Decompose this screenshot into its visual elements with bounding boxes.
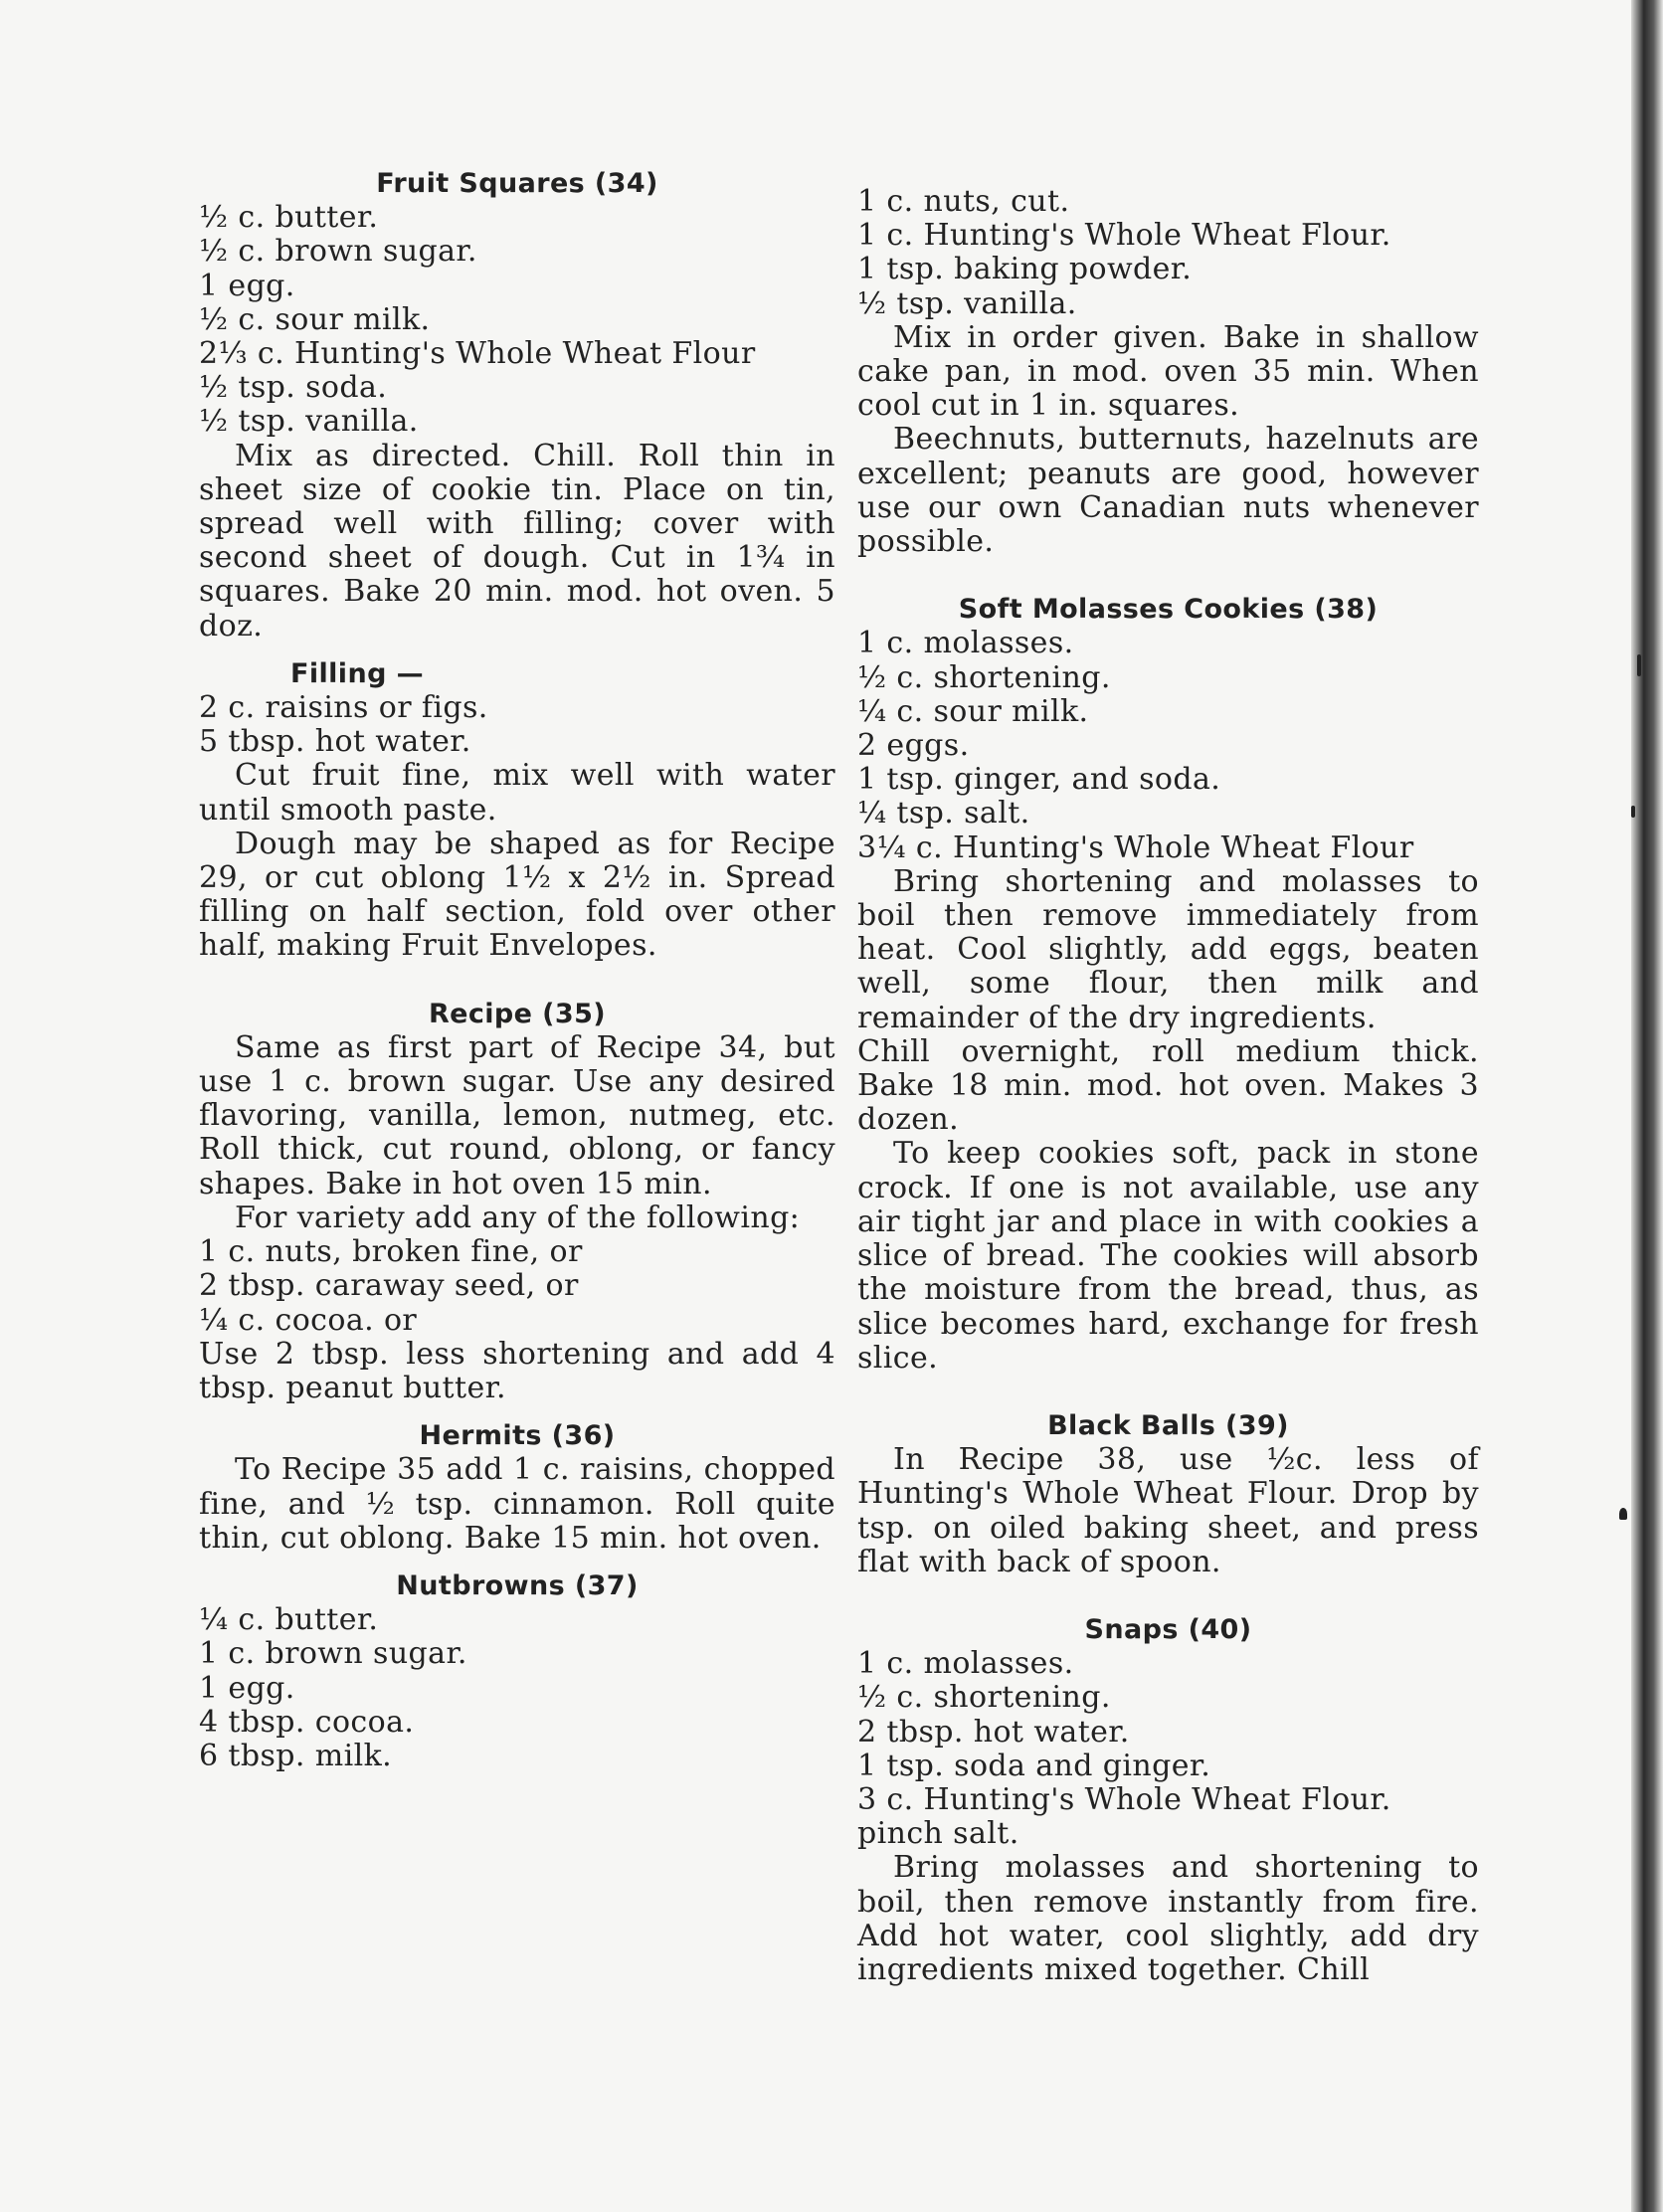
- recipe-directions: Bring shortening and molasses to boil then remove immediately from heat. Cool slightly, add eggs, beaten well, some flour, then milk and remainder of the dry ingredients.: [857, 863, 1479, 1035]
- ingredient: 1 c. Hunting's Whole Wheat Flour.: [857, 218, 1391, 254]
- recipe-directions: Bring molasses and shortening to boil, then remove instantly from fire. Add hot water, cool slightly, add dry ingredients mixed together. Chill: [857, 1850, 1479, 1987]
- recipe-note: Dough may be shaped as for Recipe 29, or cut oblong 1½ x 2½ in. Spread filling on half section, fold over other half, making Fruit Envelopes.: [199, 826, 835, 964]
- ingredient: 1 c. brown sugar.: [199, 1636, 467, 1672]
- ingredient: 3 c. Hunting's Whole Wheat Flour.: [857, 1781, 1391, 1817]
- ingredient: 4 tbsp. cocoa.: [199, 1704, 415, 1740]
- ingredient: 1 tsp. soda and ginger.: [857, 1748, 1211, 1783]
- ingredient: ½ c. butter.: [199, 200, 379, 236]
- variety-option: ¼ c. cocoa. or: [199, 1302, 418, 1338]
- ingredient: 2 c. raisins or figs.: [199, 690, 488, 726]
- ingredient: 2⅓ c. Hunting's Whole Wheat Flour: [199, 336, 756, 372]
- recipe-directions: In Recipe 38, use ½c. less of Hunting's Whole Wheat Flour. Drop by tsp. on oiled baking sheet, and press flat with back of spoon.: [857, 1442, 1479, 1579]
- print-speck: [1631, 806, 1635, 818]
- recipe-directions: Same as first part of Recipe 34, but use 1 c. brown sugar. Use any desired flavoring, vanilla, lemon, nutmeg, etc. Roll thick, cut round, oblong, or fancy shapes. Bake in hot oven 15 min.: [199, 1029, 835, 1201]
- ingredient: ½ tsp. vanilla.: [857, 285, 1077, 321]
- recipe-directions: To Recipe 35 add 1 c. raisins, chopped fine, and ½ tsp. cinnamon. Roll quite thin, cut oblong. Bake 15 min. hot oven.: [199, 1452, 835, 1556]
- ingredient: 5 tbsp. hot water.: [199, 724, 471, 760]
- left-column: [199, 167, 835, 1773]
- recipe-directions: Mix in order given. Bake in shallow cake pan, in mod. oven 35 min. When cool cut in 1 in. squares.: [857, 319, 1479, 424]
- ingredient: 1 c. molasses.: [857, 1646, 1074, 1682]
- ingredient: 1 egg.: [199, 1670, 295, 1706]
- recipe-directions: Mix as directed. Chill. Roll thin in sheet size of cookie tin. Place on tin, spread well with filling; cover with second sheet of dough. Cut in 1¾ in squares. Bake 20 min. mod. hot oven. 5 doz.: [199, 438, 835, 644]
- recipe-title-recipe-35: Recipe (35): [428, 998, 607, 1029]
- ingredient: ½ tsp. soda.: [199, 370, 388, 406]
- recipe-note: To keep cookies soft, pack in stone crock. If one is not available, use any air tight jar and place in with cookies a slice of bread. The cookies will absorb the moisture from the bread, thus, as slice becomes hard, exchange for fresh slice.: [857, 1136, 1479, 1376]
- ingredient: 6 tbsp. milk.: [199, 1738, 393, 1773]
- ingredient: 2 eggs.: [857, 728, 970, 764]
- print-speck: [1637, 654, 1641, 676]
- recipe-directions: Cut fruit fine, mix well with water until smooth paste.: [199, 758, 835, 828]
- ingredient-list: [199, 201, 835, 439]
- ingredient: ½ c. shortening.: [857, 1680, 1111, 1716]
- ingredient: 1 tsp. ginger, and soda.: [857, 762, 1221, 798]
- right-column: [857, 185, 1479, 1987]
- recipe-title-nutbrowns: Nutbrowns (37): [396, 1569, 639, 1601]
- page-binding-edge: [1631, 0, 1663, 2212]
- ingredient: 1 c. nuts, cut.: [857, 184, 1070, 219]
- ingredient: 1 egg.: [199, 268, 295, 303]
- ingredient: ½ tsp. vanilla.: [199, 404, 419, 440]
- ingredient: ½ c. shortening.: [857, 659, 1111, 695]
- ingredient: 3¼ c. Hunting's Whole Wheat Flour: [857, 830, 1414, 865]
- recipe-title-hermits: Hermits (36): [419, 1420, 616, 1452]
- ingredient: 1 c. molasses.: [857, 626, 1074, 661]
- ingredient: ½ c. sour milk.: [199, 301, 431, 337]
- recipe-directions: Chill overnight, roll medium thick. Bake 18 min. mod. hot oven. Makes 3 dozen.: [857, 1033, 1479, 1138]
- recipe-title-fruit-squares: Fruit Squares (34): [376, 168, 658, 199]
- ingredient: 2 tbsp. hot water.: [857, 1714, 1130, 1750]
- ingredient: ½ c. brown sugar.: [199, 234, 477, 270]
- ingredient: ¼ tsp. salt.: [857, 796, 1030, 831]
- recipe-note: Beechnuts, butternuts, hazelnuts are excellent; peanuts are good, however use our own Canadian nuts whenever possible.: [857, 422, 1479, 560]
- recipe-title-snaps: Snaps (40): [1084, 1613, 1252, 1645]
- ingredient: 1 tsp. baking powder.: [857, 252, 1193, 287]
- variety-last: Use 2 tbsp. less shortening and add 4 tbsp. peanut butter.: [199, 1336, 835, 1405]
- ingredient: ¼ c. sour milk.: [857, 693, 1089, 729]
- ingredient: pinch salt.: [857, 1816, 1019, 1852]
- variety-option: 2 tbsp. caraway seed, or: [199, 1268, 579, 1304]
- recipe-title-soft-molasses-cookies: Soft Molasses Cookies (38): [958, 594, 1379, 626]
- print-speck: [1619, 1508, 1627, 1520]
- recipe-variety-note: For variety add any of the following:: [235, 1199, 801, 1235]
- recipe-title-filling: Filling —: [290, 657, 425, 689]
- recipe-title-black-balls: Black Balls (39): [1047, 1409, 1289, 1441]
- ingredient: ¼ c. butter.: [199, 1602, 379, 1638]
- variety-option: 1 c. nuts, broken fine, or: [199, 1234, 583, 1270]
